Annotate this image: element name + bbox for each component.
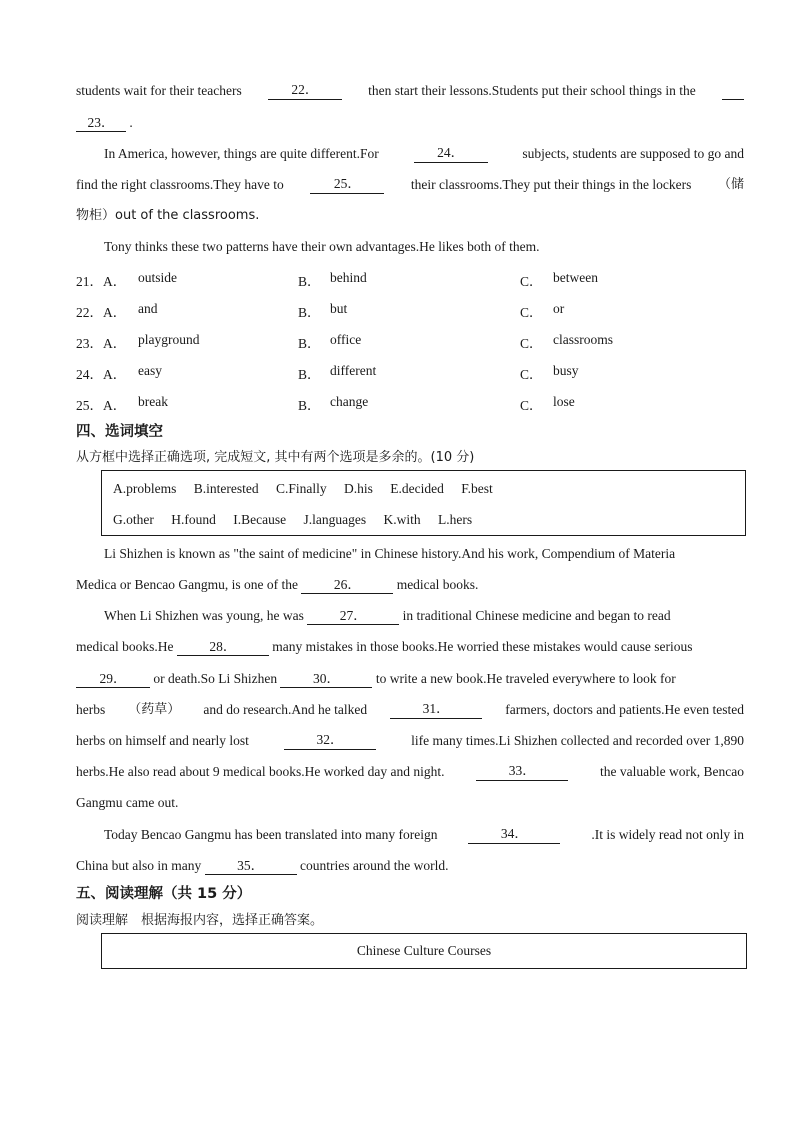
word-bank-box bbox=[101, 470, 746, 536]
text: the valuable work, Bencao bbox=[600, 764, 744, 779]
blank-35[interactable]: 35． bbox=[205, 858, 297, 875]
option-a[interactable]: easy bbox=[138, 363, 162, 378]
passage2-p3-line2 bbox=[76, 857, 744, 875]
option-row-21 bbox=[76, 270, 736, 288]
passage2-p2-line3 bbox=[76, 670, 744, 688]
option-c-label: C． bbox=[520, 398, 543, 413]
text: their classrooms.They put their things in the lockers bbox=[410, 177, 692, 192]
poster-title-box bbox=[101, 933, 747, 969]
word-option: L.hers bbox=[437, 512, 473, 527]
blank-22[interactable]: 22． bbox=[268, 82, 342, 100]
word-option: A.problems bbox=[113, 481, 177, 496]
option-a[interactable]: break bbox=[138, 394, 168, 409]
text: find the right classrooms.They have to bbox=[76, 177, 284, 192]
passage2-p2-line6 bbox=[76, 763, 744, 781]
option-row-25 bbox=[76, 394, 736, 412]
blank-23-start bbox=[722, 82, 744, 100]
section5-instruction: 阅读理解 根据海报内容，选择正确答案。 bbox=[76, 913, 324, 928]
option-row-24 bbox=[76, 363, 736, 381]
option-b[interactable]: office bbox=[330, 332, 362, 347]
option-c[interactable]: busy bbox=[553, 363, 579, 378]
passage2-p2-line2 bbox=[76, 638, 744, 656]
passage2-p1-line2 bbox=[76, 576, 744, 594]
text: .It is widely read not only in bbox=[591, 827, 744, 842]
word-option: G.other bbox=[113, 512, 154, 527]
blank-34[interactable]: 34． bbox=[468, 826, 560, 844]
text: then start their lessons.Students put their school things in the bbox=[368, 83, 696, 98]
section4-instruction: 从方框中选择正确选项, 完成短文, 其中有两个选项是多余的。(10 分) bbox=[76, 450, 475, 465]
option-row-22 bbox=[76, 301, 736, 319]
option-b-label: B． bbox=[298, 398, 321, 413]
blank-29[interactable]: 29． bbox=[76, 671, 150, 688]
text: Today Bencao Gangmu has been translated into many foreign bbox=[104, 827, 438, 842]
option-a[interactable]: and bbox=[138, 301, 158, 316]
option-row-23 bbox=[76, 332, 736, 350]
text: to write a new book.He traveled everywhere to look for bbox=[375, 671, 676, 686]
blank-27[interactable]: 27． bbox=[307, 608, 399, 625]
text: China but also in many bbox=[76, 858, 202, 873]
option-c-label: C． bbox=[520, 367, 543, 382]
text: （储 bbox=[717, 177, 744, 192]
text: herbs on himself and nearly lost bbox=[76, 733, 249, 748]
blank-26[interactable]: 26． bbox=[301, 577, 393, 594]
word-option: D.his bbox=[344, 481, 373, 496]
text: Medica or Bencao Gangmu, is one of the bbox=[76, 577, 298, 592]
text: subjects, students are supposed to go and bbox=[522, 146, 744, 161]
text: farmers, doctors and patients.He even tested bbox=[505, 702, 744, 717]
word-option: I.Because bbox=[233, 512, 287, 527]
question-number: 25．A． bbox=[76, 398, 127, 413]
passage1-line3 bbox=[104, 145, 744, 163]
blank-32[interactable]: 32． bbox=[284, 732, 376, 750]
text: In America, however, things are quite different.For bbox=[104, 146, 379, 161]
section5-heading: 五、阅读理解（共 15 分） bbox=[76, 886, 252, 902]
option-c[interactable]: lose bbox=[553, 394, 575, 409]
option-b[interactable]: different bbox=[330, 363, 377, 378]
question-number: 21．A． bbox=[76, 274, 127, 289]
passage2-p2-line1 bbox=[104, 607, 744, 625]
word-option: E.decided bbox=[390, 481, 444, 496]
text: or death.So Li Shizhen bbox=[153, 671, 278, 686]
option-c[interactable]: or bbox=[553, 301, 565, 316]
option-c-label: C． bbox=[520, 305, 543, 320]
text: herbs bbox=[76, 702, 106, 717]
text: medical books.He bbox=[76, 639, 174, 654]
passage1-line4 bbox=[76, 176, 744, 194]
passage1-line1 bbox=[76, 82, 744, 100]
passage1-line6: Tony thinks these two patterns have their own advantages.He likes both of them. bbox=[104, 239, 540, 254]
option-b-label: B． bbox=[298, 305, 321, 320]
word-option: C.Finally bbox=[275, 481, 327, 496]
blank-28[interactable]: 28． bbox=[177, 639, 269, 656]
blank-24[interactable]: 24． bbox=[414, 145, 488, 163]
text: many mistakes in those books.He worried these mistakes would cause serious bbox=[272, 639, 693, 654]
text: in traditional Chinese medicine and began to read bbox=[402, 608, 671, 623]
option-b-label: B． bbox=[298, 336, 321, 351]
option-a[interactable]: playground bbox=[138, 332, 200, 347]
text: medical books. bbox=[396, 577, 479, 592]
option-b[interactable]: behind bbox=[330, 270, 367, 285]
option-b-label: B． bbox=[298, 367, 321, 382]
passage2-p2-line7: Gangmu came out. bbox=[76, 795, 179, 810]
section4-heading: 四、选词填空 bbox=[76, 424, 163, 440]
text: students wait for their teachers bbox=[76, 83, 242, 98]
word-option: J.languages bbox=[303, 512, 367, 527]
blank-25[interactable]: 25． bbox=[310, 176, 384, 194]
passage2-p3-line1 bbox=[104, 826, 744, 844]
text: countries around the world. bbox=[300, 858, 449, 873]
passage2-p2-line5 bbox=[76, 732, 744, 750]
word-bank-row1 bbox=[113, 481, 507, 497]
word-option: B.interested bbox=[193, 481, 259, 496]
word-option: F.best bbox=[461, 481, 493, 496]
blank-33[interactable]: 33． bbox=[476, 763, 568, 781]
option-c[interactable]: between bbox=[553, 270, 598, 285]
passage1-line5: 物柜）out of the classrooms. bbox=[76, 208, 260, 223]
option-c-label: C． bbox=[520, 274, 543, 289]
word-option: H.found bbox=[171, 512, 216, 527]
blank-30[interactable]: 30． bbox=[280, 671, 372, 688]
option-b-label: B． bbox=[298, 274, 321, 289]
blank-23[interactable]: 23． bbox=[76, 115, 126, 132]
question-number: 24．A． bbox=[76, 367, 127, 382]
option-c-label: C． bbox=[520, 336, 543, 351]
text: （药草） bbox=[128, 702, 181, 717]
option-c[interactable]: classrooms bbox=[553, 332, 613, 347]
passage2-p1-line1: Li Shizhen is known as "the saint of medicine" in Chinese history.And his work, Compendium of Materia bbox=[104, 546, 676, 561]
passage2-p2-line4 bbox=[76, 701, 744, 719]
blank-31[interactable]: 31． bbox=[390, 701, 482, 719]
text: When Li Shizhen was young, he was bbox=[104, 608, 304, 623]
poster-title: Chinese Culture Courses bbox=[356, 943, 492, 958]
text: and do research.And he talked bbox=[203, 702, 368, 717]
option-a[interactable]: outside bbox=[138, 270, 177, 285]
word-bank-row2 bbox=[113, 512, 486, 528]
word-option: K.with bbox=[383, 512, 421, 527]
question-number: 22．A． bbox=[76, 305, 127, 320]
option-b[interactable]: change bbox=[330, 394, 369, 409]
text: herbs.He also read about 9 medical books.He worked day and night. bbox=[76, 764, 445, 779]
question-number: 23．A． bbox=[76, 336, 127, 351]
option-b[interactable]: but bbox=[330, 301, 348, 316]
text: life many times.Li Shizhen collected and recorded over 1,890 bbox=[411, 733, 744, 748]
passage1-line2: 23． . bbox=[76, 114, 744, 132]
